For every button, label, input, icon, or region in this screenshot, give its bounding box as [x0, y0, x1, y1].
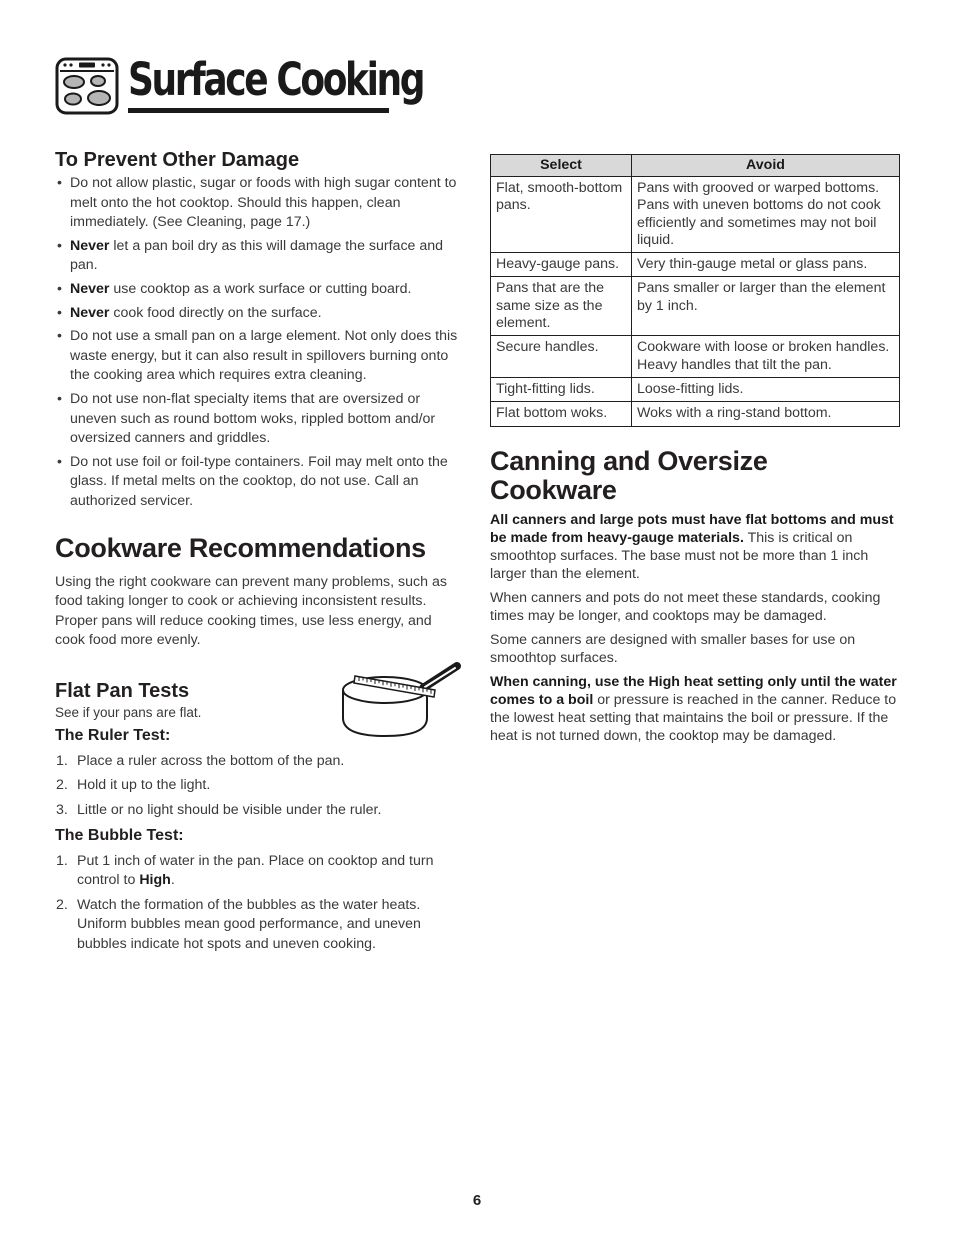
- cookware-table: [490, 154, 900, 427]
- cookware-recommendations-heading: Cookware Recommendations: [55, 532, 426, 563]
- table-cell-select: Pans that are the same size as the element.: [491, 277, 632, 336]
- right-column: [490, 154, 902, 751]
- select-column-header: Select: [491, 155, 632, 177]
- table-cell-avoid: Woks with a ring-stand bottom.: [632, 402, 900, 426]
- avoid-column-header: Avoid: [632, 155, 900, 177]
- list-item: 2. Watch the formation of the bubbles as the water heats. Uniform bubbles mean good performance, and uneven bubbles indicate hot spots and uneven cooking.: [56, 896, 421, 953]
- table-row: [491, 402, 900, 426]
- page-title: Surface Cooking: [128, 53, 424, 106]
- table-row: [491, 253, 900, 277]
- ruler-test-steps: [55, 752, 467, 821]
- left-column: [55, 148, 467, 960]
- table-row: [491, 377, 900, 401]
- table-row: [491, 177, 900, 253]
- table-cell-select: Flat bottom woks.: [491, 402, 632, 426]
- canning-heading: Canning and Oversize Cookware: [490, 445, 768, 505]
- pan-ruler-illustration: [333, 660, 465, 738]
- cooktop-icon: [55, 57, 119, 115]
- cookware-recommendations-body: Using the right cookware can prevent many problems, such as food taking longer to cook or achieving inconsistent results. Proper pans will reduce cooking times, use less energy, and cook food more evenly.: [55, 573, 447, 649]
- table-cell-avoid: Pans with grooved or warped bottoms. Pans with uneven bottoms do not cook efficiently and sometimes may not boil liquid.: [632, 177, 900, 253]
- table-cell-select: Secure handles.: [491, 336, 632, 378]
- flat-pan-tests-heading: Flat Pan Tests: [55, 679, 190, 702]
- table-cell-avoid: Pans smaller or larger than the element by 1 inch.: [632, 277, 900, 336]
- table-cell-select: Tight-fitting lids.: [491, 377, 632, 401]
- list-item: • Do not use a small pan on a large element. Not only does this waste energy, but it can also result in spillovers burning onto the cooking area which requires extra cleaning.: [57, 328, 458, 384]
- canning-paragraph-2: When canners and pots do not meet these standards, cooking times may be longer, and cooktops may be damaged.: [490, 589, 881, 624]
- list-item: • Do not allow plastic, sugar or foods with high sugar content to melt onto the hot cooktop. Should this happen, clean immediately. (See Cleaning, page 17.): [57, 175, 457, 231]
- list-item: • Never let a pan boil dry as this will damage the surface and pan.: [57, 237, 444, 274]
- list-item: 1. Put 1 inch of water in the pan. Place on cooktop and turn control to High.: [56, 852, 434, 889]
- table-cell-avoid: Loose-fitting lids.: [632, 377, 900, 401]
- table-row: [491, 336, 900, 378]
- table-row: [491, 277, 900, 336]
- canning-paragraph-1: All canners and large pots must have flat bottoms and must be made from heavy-gauge materials. This is critical on smoothtop surfaces. The base must not be more than 1 inch larger than the element.: [490, 511, 894, 582]
- title-underline: [128, 108, 389, 113]
- list-item: 2. Hold it up to the light.: [56, 777, 211, 794]
- list-item: 1. Place a ruler across the bottom of the pan.: [56, 752, 345, 769]
- canning-paragraph-3: Some canners are designed with smaller bases for use on smoothtop surfaces.: [490, 631, 856, 666]
- ruler-test-heading: The Ruler Test:: [55, 726, 171, 744]
- list-item: • Never use cooktop as a work surface or cutting board.: [57, 280, 412, 297]
- prevent-damage-heading: To Prevent Other Damage: [55, 149, 300, 171]
- list-item: • Never cook food directly on the surface.: [57, 304, 322, 321]
- prevent-damage-list: [55, 174, 467, 512]
- flat-pan-intro: See if your pans are flat.: [55, 704, 202, 720]
- page-number: 6: [472, 1192, 482, 1209]
- table-header-row: [491, 155, 900, 177]
- table-cell-avoid: Very thin-gauge metal or glass pans.: [632, 253, 900, 277]
- bubble-test-heading: The Bubble Test:: [55, 826, 184, 844]
- table-cell-select: Heavy-gauge pans.: [491, 253, 632, 277]
- bubble-test-steps: [55, 852, 467, 955]
- table-cell-avoid: Cookware with loose or broken handles. Heavy handles that tilt the pan.: [632, 336, 900, 378]
- canning-paragraph-4: When canning, use the High heat setting only until the water comes to a boil or pressure is reached in the canner. Reduce to the lowest heat setting that maintains the boil or pressure. If the heat is not turned down, the cooktop may be damaged.: [490, 673, 897, 744]
- table-cell-select: Flat, smooth-bottom pans.: [491, 177, 632, 253]
- list-item: 3. Little or no light should be visible under the ruler.: [56, 802, 382, 819]
- list-item: • Do not use foil or foil-type containers. Foil may melt onto the glass. If metal melts on the cooktop, do not use. Call an authorized servicer.: [57, 453, 448, 509]
- list-item: • Do not use non-flat specialty items that are oversized or uneven such as round bottom woks, rippled bottom and/or oversized canners and griddles.: [57, 390, 436, 447]
